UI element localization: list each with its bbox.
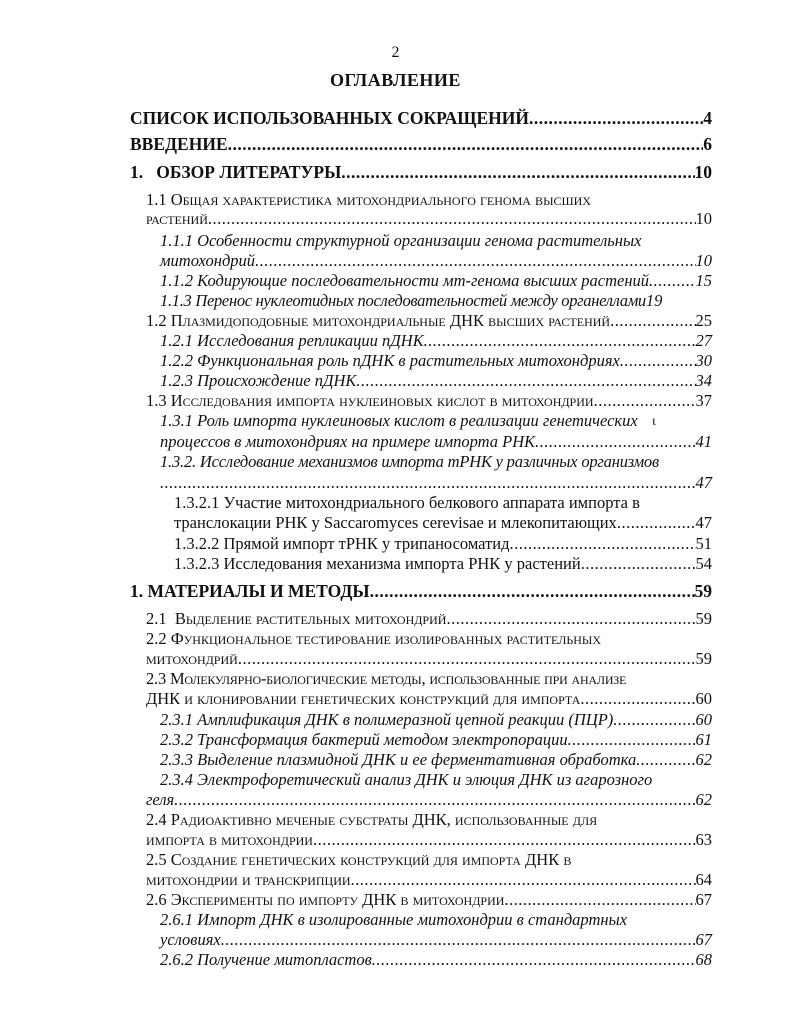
toc-entry-continuation: растений ..... 10 <box>146 208 712 230</box>
toc-entry[interactable]: 1.3.2.2 Прямой импорт тРНК у трипаносоматид ..... 51 <box>174 533 712 555</box>
page-title: ОГЛАВЛЕНИЕ <box>330 70 461 90</box>
toc-entry[interactable]: 1.3.2.3 Исследования механизма импорта РНК у растений ..... 54 <box>174 553 712 575</box>
toc-entry-continuation: ..... 47 <box>160 472 712 494</box>
toc-entry[interactable]: СПИСОК ИСПОЛЬЗОВАННЫХ СОКРАЩЕНИЙ ..... 4 <box>130 107 712 129</box>
toc-entry[interactable]: 1.3.2.1 Участие митохондриального белкового аппарата импорта в <box>174 493 640 512</box>
toc-entry-continuation: митохондрии и транскрипции ..... 64 <box>146 869 712 891</box>
toc-entry[interactable]: 1. ОБЗОР ЛИТЕРАТУРЫ ..... 10 <box>130 161 712 183</box>
toc-entry[interactable]: 1.3 Исследования импорта нуклеиновых кислот в митохондрии ..... 37 <box>146 390 712 412</box>
toc-entry[interactable]: 1.2.1 Исследования репликации пДНК ..... 27 <box>160 330 712 352</box>
toc-entry[interactable]: 1.1.1 Особенности структурной организации генома растительных <box>160 231 642 250</box>
toc-entry[interactable]: 1.1 Общая характеристика митохондриального генома высших <box>146 190 591 209</box>
toc-entry[interactable]: 1.1.2 Кодирующие последовательности мт-генома высших растений ..... 15 <box>160 270 712 292</box>
toc-entry-continuation: транслокации РНК у Saccaromyces cerevisae и млекопитающих ..... 47 <box>174 512 712 534</box>
toc-entry-continuation: митохондрий ..... 10 <box>160 250 712 272</box>
toc-entry[interactable]: 1.1.3 Перенос нуклеотидных последовательностей между органеллами 19 <box>160 291 663 310</box>
toc-entry-continuation: импорта в митохондрии ..... 63 <box>146 829 712 851</box>
toc-entry-continuation: ДНК и клонировании генетических конструкций для импорта ..... 60 <box>146 688 712 710</box>
toc-entry[interactable]: 2.2 Функциональное тестирование изолированных растительных <box>146 629 602 648</box>
toc-entry[interactable]: 2.4 Радиоактивно меченые субстраты ДНК, использованные для <box>146 810 598 829</box>
toc-entry[interactable]: 1.3.1 Роль импорта нуклеиновых кислот в реализации генетических <box>160 411 638 430</box>
handwritten-mark: ɩ <box>652 414 656 429</box>
toc-entry-continuation: митохондрий ..... 59 <box>146 648 712 670</box>
toc-entry-continuation: условиях ..... 67 <box>160 929 712 951</box>
toc-entry[interactable]: 1. МАТЕРИАЛЫ И МЕТОДЫ ..... 59 <box>130 580 712 602</box>
toc-entry[interactable]: 2.3 Молекулярно-биологические методы, использованные при анализе <box>146 669 627 688</box>
toc-entry-continuation: процессов в митохондриях на примере импорта РНК ..... 41 <box>160 431 712 453</box>
toc-entry[interactable]: 1.3.2. Исследование механизмов импорта тРНК у различных организмов <box>160 452 659 471</box>
toc-entry[interactable]: ВВЕДЕНИЕ ..... 6 <box>130 133 712 155</box>
toc-entry[interactable]: 2.5 Создание генетических конструкций для импорта ДНК в <box>146 850 572 869</box>
toc-entry[interactable]: 2.3.3 Выделение плазмидной ДНК и ее ферментативная обработка ..... 62 <box>160 749 712 771</box>
toc-entry[interactable]: 2.3.4 Электрофоретический анализ ДНК и элюция ДНК из агарозного <box>160 770 653 789</box>
toc-entry[interactable]: 2.6.1 Импорт ДНК в изолированные митохондрии в стандартных <box>160 910 628 929</box>
toc-entry[interactable]: 2.3.2 Трансформация бактерий методом электропорации ..... 61 <box>160 729 712 751</box>
page-number: 2 <box>391 44 400 61</box>
toc-entry-continuation: геля ..... 62 <box>146 789 712 811</box>
toc-entry[interactable]: 2.3.1 Амплификация ДНК в полимеразной цепной реакции (ПЦР) ..... 60 <box>160 709 712 731</box>
toc-entry[interactable]: 2.6.2 Получение митопластов ..... 68 <box>160 949 712 971</box>
toc-entry[interactable]: 2.6 Эксперименты по импорту ДНК в митохондрии ..... 67 <box>146 889 712 911</box>
toc-entry[interactable]: 1.2.3 Происхождение пДНК ..... 34 <box>160 370 712 392</box>
toc-entry[interactable]: 1.2 Плазмидоподобные митохондриальные ДНК высших растений ..... 25 <box>146 310 712 332</box>
toc-entry[interactable]: 2.1 Выделение растительных митохондрий ..... 59 <box>146 608 712 630</box>
toc-entry[interactable]: 1.2.2 Функциональная роль пДНК в растительных митохондриях ..... 30 <box>160 350 712 372</box>
